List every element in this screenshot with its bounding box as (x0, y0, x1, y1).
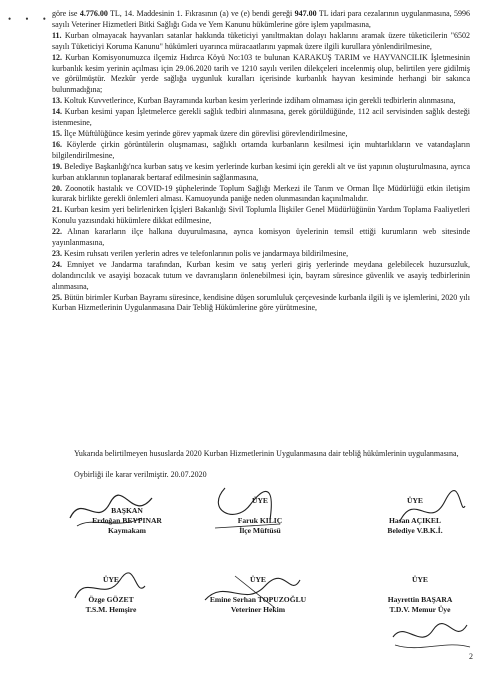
item-number: 25. (52, 292, 62, 302)
signature-name: Erdoğan BEYPINAR (92, 516, 162, 525)
item-text: Koltuk Kuvvetlerince, Kurban Bayramında kurban kesim yerlerinde izdiham olmaması için gerekli tedbirlerin alınmasına, (62, 96, 456, 106)
date-line: Oybirliği ile karar verilmiştir. 20.07.2020 (74, 469, 207, 479)
item-number: 22. (52, 227, 62, 237)
item-text: Kurban kesim yeri belirlenirken İçişleri Bakanlığı Sivil Toplumla İlişkiler Genel Müdürlüğünün Yardım Toplama Faaliyetleri Konulu yazısındaki hükümlere dikkat edilmesine, (52, 205, 470, 226)
item-number: 24. (52, 259, 62, 269)
decision-item (52, 96, 470, 107)
item-text: Emniyet ve Jandarma tarafından, Kurban kesim ve satış yerleri giriş yerlerinde meydana gelebilecek huzursuzluk, dolandırıcılık ve asayişi bozacak tutum ve davranışların önlenebilmesi için, bayram süresince güvenlik ve asayiş tedbirlerinin alınmasına, (52, 259, 470, 291)
decision-item (52, 53, 470, 97)
signature-uye2 (360, 496, 470, 536)
signature-name: Emine Serhan TOPUZOĞLU (209, 595, 307, 604)
item-text: Kesim ruhsatı verilen yerlerin adres ve telefonlarının polis ve jandarmaya bildirilmesine, (62, 248, 349, 258)
signature-uye5 (360, 575, 480, 615)
signature-label: ÜYE (411, 575, 429, 584)
item-number: 23. (52, 248, 62, 258)
item-text: Köylerde çirkin görüntülerin oluşmaması, sağlıklı ortamda kurbanların kesilmesi için muhtarlıkların ve vatandaşların bilgilendirilmesine, (52, 139, 470, 160)
signature-baskan (72, 506, 182, 536)
signature-name: Özge GÖZET (88, 595, 134, 604)
item-number: 14. (52, 107, 62, 117)
decision-item (52, 260, 470, 293)
signature-uye1 (205, 496, 315, 536)
signature-uye3 (56, 575, 166, 615)
item-text: Alınan kararların ilçe halkına duyurulmasına, ayrıca komisyon üyelerinin temsil ettiği kurumların web sitesinde yayınlanmasına, (52, 227, 470, 248)
item-number: 13. (52, 96, 62, 106)
decision-item (52, 205, 470, 227)
top-line: göre ise 4.776.00 TL, 14. Maddesinin 1. Fıkrasının (a) ve (e) bendi gereği 947.00 TL idari para cezalarının uygulanmasına, 5996 sayılı Veteriner Hizmetleri Bitki Sağlığı Gıda ve Yem Kanunu hükümlerine göre işlem yapılmasına, (52, 9, 470, 29)
signature-role: Kaymakam (108, 526, 146, 535)
signature-role: T.S.M. Hemşire (85, 605, 137, 614)
page-number: 2 (469, 652, 473, 661)
item-text: Belediye Başkanlığı'nca kurban satış ve kesim yerlerinde kurban kesimi için gerekli alt ve üst yapının oluşturulmasına, ayrıca kurban atıklarının toplanarak bertaraf edilmesinin sağlanmasına, (52, 161, 470, 182)
closing-section (52, 449, 470, 481)
decision-item (52, 140, 470, 162)
item-number: 11. (52, 30, 62, 40)
item-text: Kurban olmayacak hayvanları satanlar hakkında tüketiciyi yanıltmaktan dolayı haklarını aramak üzere tüketicilerin "6502 sayılı Tüketiciyi Koruma Kanunu" hükümleri uyarınca müracaatlarını yapmak üzere ilgili kurullara yönlendirilmesine, (52, 30, 470, 51)
decision-item (52, 227, 470, 249)
item-text: Bütün birimler Kurban Bayramı süresince, kendisine düşen sorumluluk çerçevesinde kurbanla ilgili iş ve işlemlerini, 2020 yılı Kurban Hizmetlerinin Uygulanmasına Dair Tebliğ Hükümlerine göre yürütmesine, (52, 292, 470, 313)
decision-item (52, 293, 470, 315)
decision-items (52, 31, 470, 315)
scan-speckles: • • • (8, 14, 52, 24)
item-number: 21. (52, 205, 62, 215)
item-text: Zoonotik hastalık ve COVID-19 şüphelerinde Toplum Sağlığı Merkezi ile Tarım ve Orman İlçe Müdürlüğü etkin iletişim kurarak birlikte gerekli önlemleri alması. Kamuoyunda paniğe neden olunmasından kaçınılmalıdır. (52, 183, 470, 204)
signature-role: İlçe Müftüsü (239, 526, 281, 535)
signature-role: Belediye V.B.K.İ. (387, 526, 443, 535)
decision-item (52, 249, 470, 260)
signature-name: Faruk KILIÇ (237, 516, 283, 525)
decision-item (52, 162, 470, 184)
decision-text (52, 9, 470, 314)
item-number: 12. (52, 52, 62, 62)
item-number: 16. (52, 139, 62, 149)
decision-item (52, 31, 470, 53)
decision-item (52, 184, 470, 206)
signature-label: ÜYE (249, 575, 267, 584)
decision-item (52, 129, 470, 140)
signature-label: ÜYE (251, 496, 269, 505)
item-text: İlçe Müftülüğünce kesim yerinde görev yapmak üzere din görevlisi görevlendirilmesine, (62, 128, 348, 138)
signature-name: Hasan AÇIKEL (388, 516, 442, 525)
closing-paragraph: Yukarıda belirtilmeyen hususlarda 2020 Kurban Hizmetlerinin Uygulanmasına dair tebliğ hükümlerinin uygulanmasına, (74, 449, 459, 458)
item-text: Kurban Komisyonumuzca ilçemiz Hıdırca Köyü No:103 te bulunan KARAKUŞ TARIM ve HAYVANCILIK İşletmesinin kurbanlık kesim yerinin açılması için 29.06.2020 tarih ve 1210 sayılı verilen dilekçeleri incelenmiş olup, belirtilen yere gidilmiş ve görülmüştür. Mezkûr yerde sağlığa uygunluk kuralları içerisinde kurbanlık hayvan kesiminde herhangi bir sakınca bulunmadığına; (52, 52, 470, 95)
signature-uye4 (188, 575, 328, 615)
uye5-signature-mark (385, 615, 475, 655)
signature-label: ÜYE (102, 575, 120, 584)
item-number: 19. (52, 161, 62, 171)
signature-label: ÜYE (406, 496, 424, 505)
signature-label: BAŞKAN (111, 506, 143, 515)
signature-role: T.D.V. Memur Üye (389, 605, 451, 614)
item-number: 15. (52, 128, 62, 138)
signature-name: Hayrettin BAŞARA (387, 595, 453, 604)
decision-item (52, 107, 470, 129)
item-number: 20. (52, 183, 62, 193)
signature-role: Veteriner Hekim (230, 605, 286, 614)
item-text: Kurban kesimi yapan İşletmelerce gerekli sağlık tedbiri alınmasına, gerek görüldüğünde, 112 acil servisinden sağlık desteği istenmesine, (52, 107, 470, 128)
